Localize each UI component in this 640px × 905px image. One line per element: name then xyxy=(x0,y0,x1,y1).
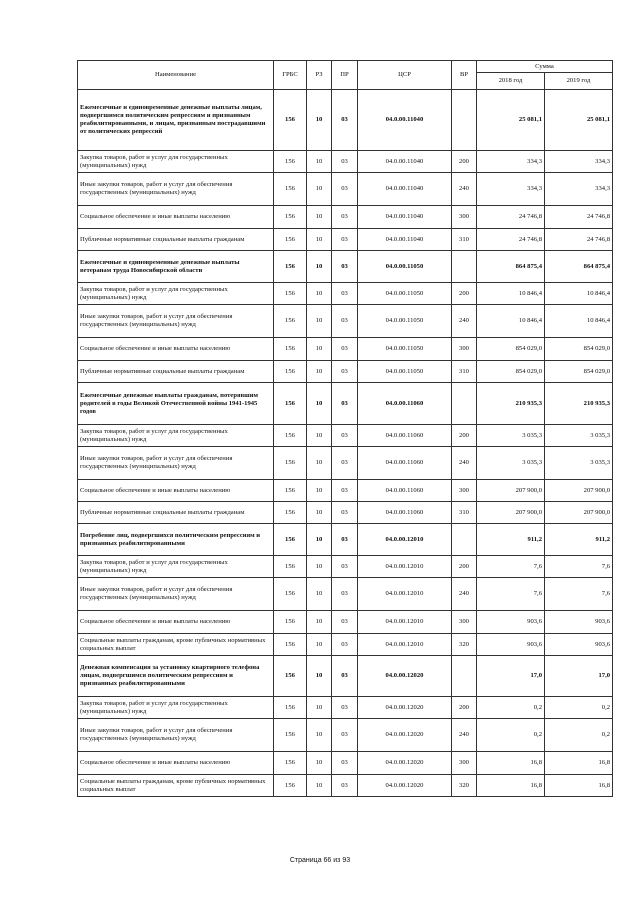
row-sum-2019: 903,6 xyxy=(545,611,613,634)
row-rz: 10 xyxy=(307,90,332,151)
row-sum-2018: 16,8 xyxy=(477,752,545,775)
row-name: Ежемесячные и единовременные денежные выплаты лицам, подвергшимся политическим репрессиям и признанным реабилитированными, и лицам, признанным пострадавшими от политических репрессий xyxy=(78,90,274,151)
row-grbs: 156 xyxy=(274,634,307,656)
table-row xyxy=(78,502,613,524)
row-rz: 10 xyxy=(307,556,332,578)
header-pr: ПР xyxy=(332,61,358,90)
row-sum-2018: 864 875,4 xyxy=(477,251,545,283)
row-vr xyxy=(452,524,477,556)
table-row xyxy=(78,524,613,556)
row-csr: 04.0.00.11050 xyxy=(358,338,452,361)
header-grbs: ГРБС xyxy=(274,61,307,90)
row-vr xyxy=(452,90,477,151)
row-pr: 03 xyxy=(332,283,358,305)
row-sum-2019: 7,6 xyxy=(545,556,613,578)
header-csr: ЦСР xyxy=(358,61,452,90)
row-csr: 04.0.00.11040 xyxy=(358,173,452,206)
row-csr: 04.0.00.11040 xyxy=(358,151,452,173)
row-vr: 300 xyxy=(452,206,477,229)
row-grbs: 156 xyxy=(274,283,307,305)
table-row xyxy=(78,656,613,697)
row-sum-2018: 0,2 xyxy=(477,719,545,752)
row-sum-2018: 0,2 xyxy=(477,697,545,719)
row-grbs: 156 xyxy=(274,697,307,719)
row-rz: 10 xyxy=(307,206,332,229)
row-pr: 03 xyxy=(332,480,358,502)
row-rz: 10 xyxy=(307,251,332,283)
row-name: Денежная компенсация за установку квартирного телефона лицам, подвергшимся политическим репрессиям и признанных реабилитированными xyxy=(78,656,274,697)
table-row xyxy=(78,697,613,719)
row-grbs: 156 xyxy=(274,338,307,361)
row-rz: 10 xyxy=(307,283,332,305)
row-grbs: 156 xyxy=(274,251,307,283)
row-rz: 10 xyxy=(307,361,332,383)
row-name: Погребение лиц, подвергшихся политическим репрессиям и признанных реабилитированными xyxy=(78,524,274,556)
row-pr: 03 xyxy=(332,719,358,752)
row-csr: 04.0.00.12010 xyxy=(358,611,452,634)
row-csr: 04.0.00.12010 xyxy=(358,556,452,578)
row-sum-2018: 911,2 xyxy=(477,524,545,556)
row-vr: 200 xyxy=(452,556,477,578)
row-csr: 04.0.00.11060 xyxy=(358,383,452,425)
row-grbs: 156 xyxy=(274,611,307,634)
row-vr: 240 xyxy=(452,719,477,752)
row-vr xyxy=(452,251,477,283)
table-row xyxy=(78,206,613,229)
row-sum-2019: 334,3 xyxy=(545,151,613,173)
row-name: Иные закупки товаров, работ и услуг для обеспечения государственных (муниципальных) нужд xyxy=(78,447,274,480)
row-rz: 10 xyxy=(307,719,332,752)
row-sum-2019: 17,0 xyxy=(545,656,613,697)
row-rz: 10 xyxy=(307,151,332,173)
row-grbs: 156 xyxy=(274,151,307,173)
row-vr: 300 xyxy=(452,752,477,775)
table-row xyxy=(78,383,613,425)
row-grbs: 156 xyxy=(274,719,307,752)
row-grbs: 156 xyxy=(274,656,307,697)
row-csr: 04.0.00.11060 xyxy=(358,425,452,447)
row-csr: 04.0.00.12010 xyxy=(358,578,452,611)
row-pr: 03 xyxy=(332,502,358,524)
row-rz: 10 xyxy=(307,383,332,425)
row-rz: 10 xyxy=(307,775,332,797)
row-sum-2018: 903,6 xyxy=(477,634,545,656)
row-sum-2018: 903,6 xyxy=(477,611,545,634)
row-pr: 03 xyxy=(332,447,358,480)
row-pr: 03 xyxy=(332,775,358,797)
row-vr: 320 xyxy=(452,634,477,656)
header-name: Наименование xyxy=(78,61,274,90)
header-year-2018: 2018 год xyxy=(477,73,545,90)
row-vr: 200 xyxy=(452,151,477,173)
row-sum-2018: 3 035,3 xyxy=(477,447,545,480)
row-csr: 04.0.00.12020 xyxy=(358,656,452,697)
row-pr: 03 xyxy=(332,251,358,283)
header-year-2019: 2019 год xyxy=(545,73,613,90)
header-rz: РЗ xyxy=(307,61,332,90)
row-csr: 04.0.00.12020 xyxy=(358,719,452,752)
row-sum-2019: 10 846,4 xyxy=(545,305,613,338)
row-grbs: 156 xyxy=(274,361,307,383)
row-vr: 300 xyxy=(452,480,477,502)
row-sum-2019: 16,8 xyxy=(545,752,613,775)
row-csr: 04.0.00.11040 xyxy=(358,90,452,151)
row-sum-2018: 25 081,1 xyxy=(477,90,545,151)
row-name: Социальное обеспечение и иные выплаты населению xyxy=(78,611,274,634)
row-sum-2019: 207 900,0 xyxy=(545,480,613,502)
row-sum-2019: 0,2 xyxy=(545,719,613,752)
row-vr: 310 xyxy=(452,361,477,383)
row-sum-2018: 16,8 xyxy=(477,775,545,797)
table-row xyxy=(78,425,613,447)
row-pr: 03 xyxy=(332,425,358,447)
row-grbs: 156 xyxy=(274,524,307,556)
table-row xyxy=(78,719,613,752)
row-grbs: 156 xyxy=(274,206,307,229)
row-name: Иные закупки товаров, работ и услуг для обеспечения государственных (муниципальных) нужд xyxy=(78,578,274,611)
row-grbs: 156 xyxy=(274,752,307,775)
row-grbs: 156 xyxy=(274,173,307,206)
row-csr: 04.0.00.12020 xyxy=(358,775,452,797)
row-sum-2018: 210 935,3 xyxy=(477,383,545,425)
row-pr: 03 xyxy=(332,578,358,611)
row-pr: 03 xyxy=(332,206,358,229)
row-sum-2018: 24 746,8 xyxy=(477,229,545,251)
row-pr: 03 xyxy=(332,524,358,556)
table-row xyxy=(78,229,613,251)
row-name: Публичные нормативные социальные выплаты гражданам xyxy=(78,361,274,383)
row-rz: 10 xyxy=(307,697,332,719)
row-vr: 300 xyxy=(452,611,477,634)
row-pr: 03 xyxy=(332,383,358,425)
page-number: Страница 66 из 93 xyxy=(289,857,351,864)
row-grbs: 156 xyxy=(274,578,307,611)
row-pr: 03 xyxy=(332,90,358,151)
row-csr: 04.0.00.11050 xyxy=(358,305,452,338)
table-row xyxy=(78,447,613,480)
row-vr xyxy=(452,383,477,425)
table-row xyxy=(78,305,613,338)
row-sum-2018: 7,6 xyxy=(477,556,545,578)
row-name: Закупка товаров, работ и услуг для государственных (муниципальных) нужд xyxy=(78,697,274,719)
row-rz: 10 xyxy=(307,656,332,697)
row-rz: 10 xyxy=(307,229,332,251)
row-sum-2019: 0,2 xyxy=(545,697,613,719)
row-vr: 240 xyxy=(452,578,477,611)
header-vr: ВР xyxy=(452,61,477,90)
row-csr: 04.0.00.11050 xyxy=(358,283,452,305)
row-pr: 03 xyxy=(332,634,358,656)
row-name: Социальное обеспечение и иные выплаты населению xyxy=(78,752,274,775)
row-name: Социальное обеспечение и иные выплаты населению xyxy=(78,480,274,502)
row-csr: 04.0.00.11060 xyxy=(358,502,452,524)
row-csr: 04.0.00.11060 xyxy=(358,447,452,480)
row-grbs: 156 xyxy=(274,502,307,524)
row-csr: 04.0.00.11050 xyxy=(358,251,452,283)
row-grbs: 156 xyxy=(274,229,307,251)
row-pr: 03 xyxy=(332,361,358,383)
row-name: Иные закупки товаров, работ и услуг для обеспечения государственных (муниципальных) нужд xyxy=(78,173,274,206)
row-sum-2019: 25 081,1 xyxy=(545,90,613,151)
row-name: Ежемесячные и единовременные денежные выплаты ветеранам труда Новосибирской области xyxy=(78,251,274,283)
row-sum-2019: 24 746,8 xyxy=(545,206,613,229)
row-csr: 04.0.00.11040 xyxy=(358,229,452,251)
row-vr: 200 xyxy=(452,425,477,447)
table-row xyxy=(78,283,613,305)
row-sum-2018: 10 846,4 xyxy=(477,283,545,305)
table-row xyxy=(78,775,613,797)
row-sum-2019: 207 900,0 xyxy=(545,502,613,524)
table-row xyxy=(78,173,613,206)
row-pr: 03 xyxy=(332,752,358,775)
row-rz: 10 xyxy=(307,447,332,480)
row-csr: 04.0.00.12010 xyxy=(358,524,452,556)
row-rz: 10 xyxy=(307,578,332,611)
row-name: Закупка товаров, работ и услуг для государственных (муниципальных) нужд xyxy=(78,556,274,578)
row-sum-2018: 3 035,3 xyxy=(477,425,545,447)
row-csr: 04.0.00.12010 xyxy=(358,634,452,656)
row-csr: 04.0.00.12020 xyxy=(358,697,452,719)
table-row xyxy=(78,578,613,611)
row-pr: 03 xyxy=(332,556,358,578)
row-name: Социальные выплаты гражданам, кроме публичных нормативных социальных выплат xyxy=(78,775,274,797)
row-sum-2019: 210 935,3 xyxy=(545,383,613,425)
row-sum-2019: 24 746,8 xyxy=(545,229,613,251)
table-row xyxy=(78,752,613,775)
row-sum-2018: 10 846,4 xyxy=(477,305,545,338)
row-name: Ежемесячные денежные выплаты гражданам, потерявшим родителей в годы Великой Отечественной войны 1941-1945 годов xyxy=(78,383,274,425)
row-pr: 03 xyxy=(332,305,358,338)
row-rz: 10 xyxy=(307,425,332,447)
row-rz: 10 xyxy=(307,173,332,206)
row-grbs: 156 xyxy=(274,383,307,425)
table-row xyxy=(78,611,613,634)
row-sum-2019: 7,6 xyxy=(545,578,613,611)
row-vr: 240 xyxy=(452,173,477,206)
row-sum-2018: 334,3 xyxy=(477,151,545,173)
row-name: Закупка товаров, работ и услуг для государственных (муниципальных) нужд xyxy=(78,283,274,305)
row-vr: 240 xyxy=(452,305,477,338)
table-row xyxy=(78,338,613,361)
row-pr: 03 xyxy=(332,656,358,697)
row-name: Публичные нормативные социальные выплаты гражданам xyxy=(78,229,274,251)
row-vr: 300 xyxy=(452,338,477,361)
table-row xyxy=(78,361,613,383)
row-csr: 04.0.00.11060 xyxy=(358,480,452,502)
row-sum-2018: 334,3 xyxy=(477,173,545,206)
row-rz: 10 xyxy=(307,611,332,634)
row-rz: 10 xyxy=(307,480,332,502)
row-sum-2019: 3 035,3 xyxy=(545,447,613,480)
row-rz: 10 xyxy=(307,752,332,775)
table-row xyxy=(78,480,613,502)
row-grbs: 156 xyxy=(274,480,307,502)
row-vr: 200 xyxy=(452,697,477,719)
row-vr: 200 xyxy=(452,283,477,305)
row-rz: 10 xyxy=(307,524,332,556)
row-sum-2018: 24 746,8 xyxy=(477,206,545,229)
row-name: Социальное обеспечение и иные выплаты населению xyxy=(78,338,274,361)
row-pr: 03 xyxy=(332,229,358,251)
row-name: Социальное обеспечение и иные выплаты населению xyxy=(78,206,274,229)
row-grbs: 156 xyxy=(274,425,307,447)
row-name: Закупка товаров, работ и услуг для государственных (муниципальных) нужд xyxy=(78,151,274,173)
budget-table xyxy=(77,60,613,797)
row-vr: 310 xyxy=(452,502,477,524)
row-grbs: 156 xyxy=(274,556,307,578)
row-pr: 03 xyxy=(332,338,358,361)
row-sum-2019: 334,3 xyxy=(545,173,613,206)
table-row xyxy=(78,251,613,283)
row-name: Иные закупки товаров, работ и услуг для обеспечения государственных (муниципальных) нужд xyxy=(78,719,274,752)
row-sum-2019: 864 875,4 xyxy=(545,251,613,283)
row-sum-2019: 3 035,3 xyxy=(545,425,613,447)
row-sum-2018: 854 029,0 xyxy=(477,338,545,361)
row-name: Публичные нормативные социальные выплаты гражданам xyxy=(78,502,274,524)
row-sum-2019: 911,2 xyxy=(545,524,613,556)
row-sum-2019: 10 846,4 xyxy=(545,283,613,305)
row-sum-2018: 17,0 xyxy=(477,656,545,697)
row-pr: 03 xyxy=(332,697,358,719)
row-sum-2019: 854 029,0 xyxy=(545,361,613,383)
row-name: Социальные выплаты гражданам, кроме публичных нормативных социальных выплат xyxy=(78,634,274,656)
row-pr: 03 xyxy=(332,611,358,634)
row-rz: 10 xyxy=(307,502,332,524)
row-sum-2019: 854 029,0 xyxy=(545,338,613,361)
row-vr: 310 xyxy=(452,229,477,251)
row-pr: 03 xyxy=(332,151,358,173)
row-grbs: 156 xyxy=(274,90,307,151)
row-vr: 240 xyxy=(452,447,477,480)
row-sum-2018: 7,6 xyxy=(477,578,545,611)
row-grbs: 156 xyxy=(274,305,307,338)
row-name: Закупка товаров, работ и услуг для государственных (муниципальных) нужд xyxy=(78,425,274,447)
table-row xyxy=(78,556,613,578)
row-vr xyxy=(452,656,477,697)
header-sum: Сумма xyxy=(477,61,613,73)
row-name: Иные закупки товаров, работ и услуг для обеспечения государственных (муниципальных) нужд xyxy=(78,305,274,338)
row-grbs: 156 xyxy=(274,447,307,480)
row-pr: 03 xyxy=(332,173,358,206)
row-sum-2019: 903,6 xyxy=(545,634,613,656)
row-rz: 10 xyxy=(307,338,332,361)
row-sum-2018: 854 029,0 xyxy=(477,361,545,383)
row-csr: 04.0.00.11050 xyxy=(358,361,452,383)
row-rz: 10 xyxy=(307,634,332,656)
table-body xyxy=(78,90,613,797)
table-row xyxy=(78,634,613,656)
table-row xyxy=(78,90,613,151)
table-row xyxy=(78,151,613,173)
row-sum-2018: 207 900,0 xyxy=(477,502,545,524)
row-csr: 04.0.00.12020 xyxy=(358,752,452,775)
row-vr: 320 xyxy=(452,775,477,797)
row-rz: 10 xyxy=(307,305,332,338)
row-sum-2019: 16,8 xyxy=(545,775,613,797)
row-sum-2018: 207 900,0 xyxy=(477,480,545,502)
row-grbs: 156 xyxy=(274,775,307,797)
row-csr: 04.0.00.11040 xyxy=(358,206,452,229)
